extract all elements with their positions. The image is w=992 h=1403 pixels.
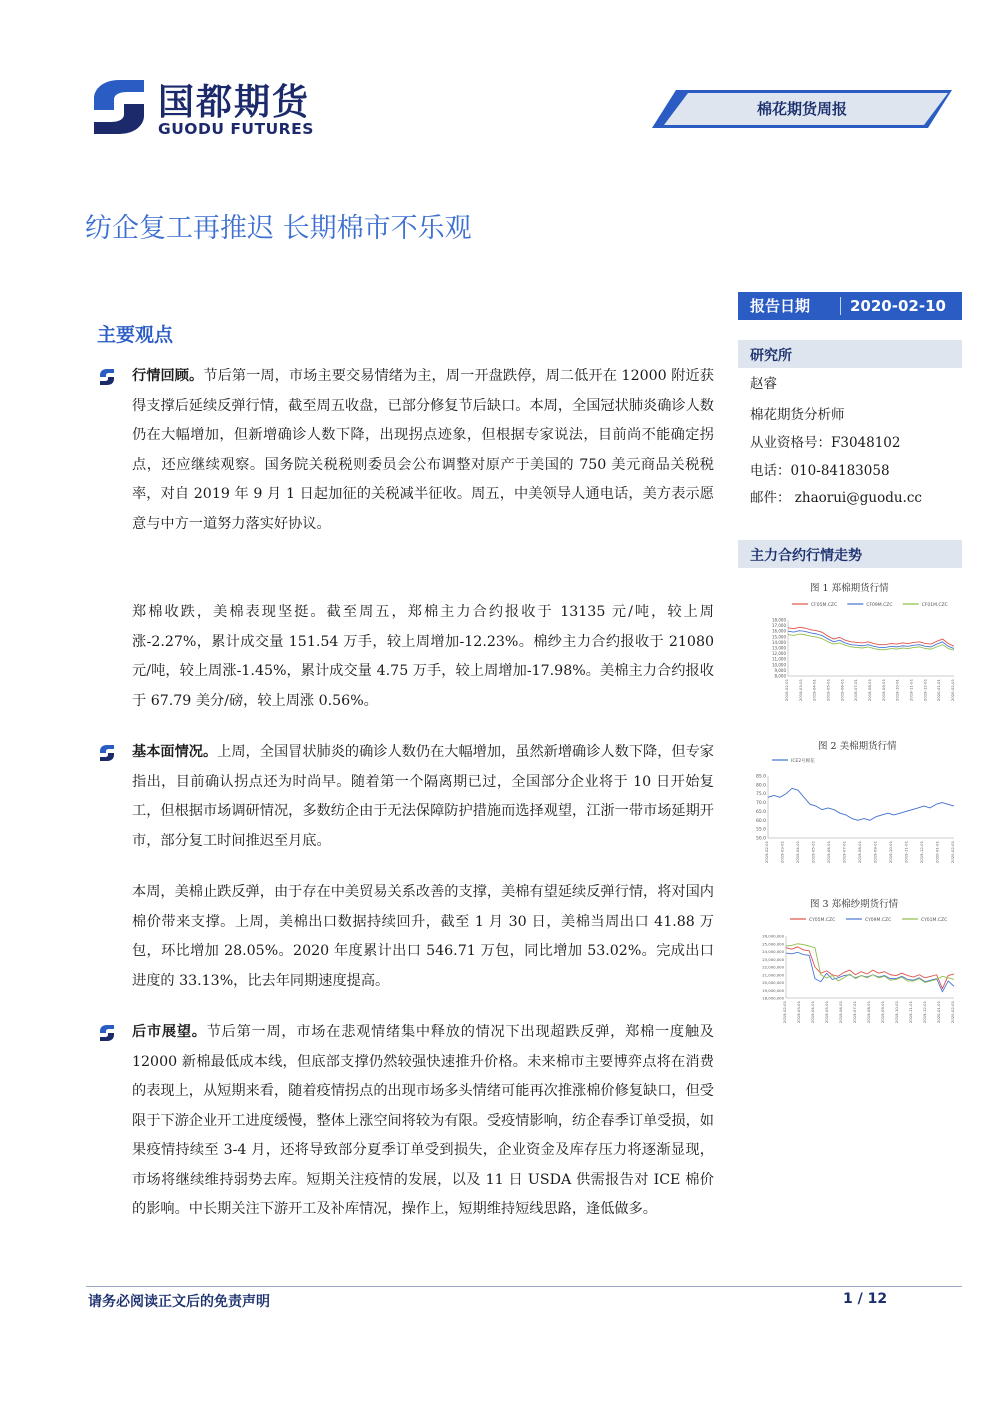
paragraph-market-review [132, 362, 714, 539]
x-tick-label: 2019-06-01 [826, 841, 831, 864]
y-tick-label: 50.0 [755, 836, 766, 842]
logo-chinese-text: 国都期货 [158, 82, 311, 123]
report-date-label: 报告日期 [750, 297, 811, 315]
analyst-name: 赵睿 [750, 376, 777, 392]
x-tick-label: 2019-10-01 [888, 841, 893, 864]
trend-section-label: 主力合约行情走势 [750, 548, 862, 564]
guodu-logo-icon [88, 76, 150, 138]
x-tick-label: 2019-02-01 [764, 841, 769, 864]
page-title: 纺企复工再推迟 长期棉市不乐观 [85, 213, 472, 244]
bullet-icon [98, 368, 116, 386]
y-tick-label: 17,000 [772, 623, 786, 629]
bullet-icon [98, 744, 116, 762]
x-tick-label: 2019-08-01 [857, 841, 862, 864]
x-tick-label: 2019-11-01 [908, 679, 914, 702]
x-tick-label: 2019-03-01 [779, 841, 785, 864]
x-tick-label: 2019-04-01 [795, 841, 800, 864]
footer-divider [86, 1286, 962, 1287]
x-tick-label: 2019-12-01 [919, 841, 924, 864]
x-tick-label: 2019-07-01 [841, 841, 847, 864]
legend-label: CF01M.CZC [921, 603, 948, 608]
x-tick-label: 2019-06-01 [838, 1001, 843, 1024]
x-tick-label: 2019-09-01 [880, 1001, 885, 1024]
y-tick-label: 20,000,000 [762, 980, 784, 985]
x-tick-label: 2020-01-01 [936, 1001, 941, 1024]
x-tick-label: 2020-01-01 [936, 679, 942, 702]
analyst-phone: 电话：010-84183058 [750, 463, 890, 479]
analyst-title: 棉花期货分析师 [750, 407, 845, 423]
paragraph-lead: 行情回顾。 [132, 368, 204, 384]
y-tick-label: 70.0 [755, 801, 766, 807]
series-line-0 [768, 788, 954, 820]
legend-label: CF09M.CZC [866, 603, 893, 608]
figure-1-title: 图 1 郑棉期货行情 [810, 583, 889, 594]
logo [88, 70, 338, 150]
analyst-qualification: 从业资格号：F3048102 [750, 435, 901, 451]
legend-label: CY01M.CZC [921, 918, 948, 923]
x-tick-label: 2019-07-01 [853, 679, 859, 702]
x-tick-label: 2019-05-01 [810, 841, 816, 864]
figure-3-title: 图 3 郑棉纱期货行情 [810, 899, 899, 910]
x-tick-label: 2020-01-01 [934, 841, 940, 864]
x-tick-label: 2020-02-01 [950, 1001, 955, 1024]
y-tick-label: 12,000 [772, 651, 786, 657]
y-tick-label: 16,000 [772, 628, 786, 634]
logo-english-text: GUODU FUTURES [158, 120, 314, 138]
legend-label: CY09M.CZC [865, 918, 892, 923]
y-tick-label: 60.0 [755, 818, 766, 824]
series-line-1 [788, 631, 954, 649]
x-tick-label: 2020-02-01 [950, 841, 955, 864]
y-tick-label: 18,000,000 [762, 995, 784, 1001]
x-tick-label: 2019-08-01 [866, 1001, 871, 1024]
x-tick-label: 2019-11-01 [908, 1001, 913, 1024]
paragraph-body: 节后第一周，市场主要交易情绪为主，周一开盘跌停，周二低开在 12000 附近获得支撑后延续反弹行情，截至周五收盘，已部分修复节后缺口。本周，全国冠状肺炎确诊人数仍在大幅增加，但新增确诊人数下降，出现拐点迹象，但根据专家说法，目前尚不能确定拐点，还应继续观察。国务院关税税则委员会公布调整对原产于美国的 750 美元商品关税税率，对自 2019 年 9 月 1 日起加征的关税减半征收。周五，中美领导人通电话，美方表示愿意与中方一道努力落实好协议。 [132, 368, 714, 532]
bullet-icon [98, 1024, 116, 1042]
paragraph-price-summary: 郑棉收跌，美棉表现坚挺。截至周五，郑棉主力合约报收于 13135 元/吨，较上周涨-2.27%，累计成交量 151.54 万手，较上周增加-12.23%。棉纱主力合约报收于 21080 元/吨，较上周涨-1.45%，累计成交量 4.75 万手，较上周增加-17.98%。美棉主力合约报收于 67.79 美分/磅，较上周涨 0.56%。 [132, 604, 714, 709]
x-tick-label: 2019-06-01 [839, 679, 845, 702]
y-tick-label: 65.0 [755, 809, 766, 815]
cotton-yarn-chart [748, 910, 960, 1036]
figure-2-title: 图 2 美棉期货行情 [818, 741, 897, 752]
legend-label: CY05M.CZC [809, 918, 836, 923]
series-line-0 [786, 947, 954, 989]
x-tick-label: 2019-03-01 [797, 679, 803, 702]
paragraph-body: 节后第一周，市场在悲观情绪集中释放的情况下出现超跌反弹，郑棉一度触及 12000 新棉最低成本线，但底部支撑仍然较强快速推升价格。未来棉市主要博弈点将在消费的表现上，从短期来看，随着疫情拐点的出现市场多头情绪可能再次推涨棉价修复缺口，但受限于下游企业开工进度缓慢，整体上涨空间将较为有限。受疫情影响，纺企春季订单受损，如果疫情持续至 3-4 月，还将导致部分夏季订单受到损失，企业资金及库存压力将逐渐显现，市场将继续维持弱势去库。短期关注疫情的发展，以及 11 日 USDA 供需报告对 ICE 棉价的影响。中长期关注下游开工及补库情况，操作上，短期维持短线思路，逢低做多。 [132, 1024, 714, 1217]
x-tick-label: 2019-04-01 [811, 679, 817, 702]
y-tick-label: 21,000,000 [762, 972, 784, 978]
y-tick-label: 85.0 [755, 774, 766, 780]
department-label: 研究所 [750, 348, 792, 364]
ice-cotton-chart [748, 752, 960, 874]
y-tick-label: 25,000,000 [762, 941, 784, 947]
x-tick-label: 2019-07-01 [852, 1001, 857, 1024]
section-heading: 主要观点 [97, 324, 174, 346]
x-tick-label: 2019-05-01 [824, 1001, 829, 1024]
paragraph-fundamentals [132, 738, 714, 856]
paragraph-body: 上周，全国冒状肺炎的确诊人数仍在大幅增加，虽然新增确诊人数下降，但专家指出，目前确认拐点还为时尚早。随着第一个隔离期已过，全国部分企业将于 10 日开始复工，但根据市场调研情况，多数纺企由于无法保障防护措施而选择观望，江浙一带市场延期开市，部分复工时间推迟至月底。 [132, 744, 714, 849]
y-tick-label: 22,000,000 [762, 964, 784, 970]
y-tick-label: 23,000,000 [762, 956, 784, 962]
x-tick-label: 2020-02-01 [950, 679, 955, 702]
page-number: 1 / 12 [843, 1291, 888, 1307]
y-tick-label: 8,000 [774, 673, 786, 679]
y-tick-label: 15,000 [772, 634, 786, 640]
legend-label: ICE2号棉花 [791, 759, 815, 764]
report-type-label: 棉花期货周报 [756, 100, 847, 118]
report-date-value: 2020-02-10 [850, 297, 946, 315]
date-divider [840, 297, 841, 315]
y-tick-label: 13,000 [772, 645, 786, 651]
y-tick-label: 55.0 [755, 827, 766, 833]
y-tick-label: 24,000,000 [762, 949, 784, 954]
x-tick-label: 2019-02-01 [782, 1001, 787, 1024]
department-box [738, 340, 962, 368]
trend-section-box [738, 540, 962, 568]
legend-label: CF05M.CZC [811, 603, 838, 608]
y-tick-label: 11,000 [772, 656, 786, 662]
paragraph-lead: 后市展望。 [132, 1024, 207, 1040]
x-tick-label: 2019-12-01 [922, 1001, 927, 1024]
x-tick-label: 2019-10-01 [894, 1001, 899, 1024]
x-tick-label: 2019-10-01 [894, 679, 900, 702]
x-tick-label: 2019-12-01 [922, 679, 928, 702]
series-line-2 [788, 634, 954, 650]
report-date-box [738, 292, 962, 320]
x-tick-label: 2019-05-01 [825, 679, 831, 702]
report-type-tag [652, 90, 952, 128]
x-tick-label: 2019-02-01 [784, 679, 789, 702]
y-tick-label: 10,000 [772, 662, 786, 668]
x-tick-label: 2019-11-01 [903, 841, 909, 864]
y-tick-label: 80.0 [755, 783, 766, 789]
zhengzhou-cotton-chart [748, 596, 960, 716]
y-tick-label: 26,000,000 [762, 933, 784, 939]
paragraph-us-cotton: 本周，美棉止跌反弹，由于存在中美贸易关系改善的支撑，美棉有望延续反弹行情，将对国内棉价带来支撑。上周，美棉出口数据持续回升，截至 1 月 30 日，美棉当周出口 41.88 万包，环比增加 28.05%。2020 年度累计出口 546.71 万包，同比增加 53.02%。完成出口进度的 33.13%，比去年同期速度提高。 [132, 884, 714, 989]
footer-disclaimer-note: 请务必阅读正文后的免责声明 [88, 1294, 270, 1310]
x-tick-label: 2019-09-01 [880, 679, 886, 702]
x-tick-label: 2019-04-01 [810, 1001, 815, 1024]
y-tick-label: 9,000 [774, 667, 786, 673]
x-tick-label: 2019-08-01 [867, 679, 872, 702]
x-tick-label: 2019-09-01 [872, 841, 878, 864]
y-tick-label: 19,000,000 [762, 987, 784, 993]
paragraph-lead: 基本面情况。 [132, 744, 218, 760]
y-tick-label: 75.0 [755, 792, 766, 798]
analyst-email: 邮件： zhaorui@guodu.cc [750, 490, 922, 506]
y-tick-label: 14,000 [772, 639, 786, 645]
x-tick-label: 2019-03-01 [796, 1001, 801, 1024]
paragraph-outlook [132, 1018, 714, 1225]
y-tick-label: 18,000 [772, 617, 786, 623]
